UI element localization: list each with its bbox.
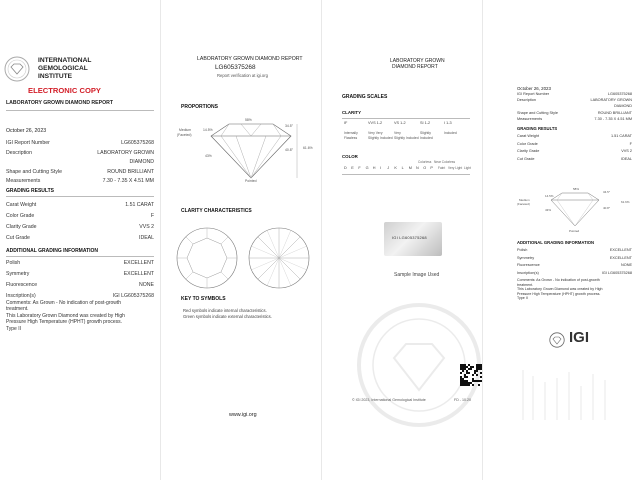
row-value: ROUND BRILLIANT	[597, 110, 632, 115]
qr-module	[472, 366, 474, 368]
row-value: IDEAL	[621, 156, 632, 161]
color-grade-description: Very Light	[448, 166, 463, 170]
info-row	[6, 178, 154, 186]
qr-module	[470, 366, 472, 368]
qr-module	[466, 376, 468, 378]
color-grade-letter: G	[365, 166, 369, 170]
clarity-grade-description: Very	[394, 131, 401, 135]
color-scale-line	[342, 174, 470, 175]
crown-angle: 34.5°	[285, 124, 293, 128]
pavilion-angle: 40.8°	[603, 206, 611, 210]
color-grade-letter: L	[401, 166, 404, 170]
qr-module	[472, 378, 474, 380]
clarity-scale-heading: CLARITY	[342, 110, 362, 115]
qr-module	[470, 382, 472, 384]
clarity-grade-description: Slightly Included	[394, 135, 419, 140]
info-row	[517, 111, 632, 117]
comment-line: Pressure High Temperature (HPHT) growth process.	[517, 291, 601, 296]
table-percent: 58%	[245, 118, 252, 122]
pavilion-angle: 40.8°	[285, 148, 293, 152]
color-grade-letter: I	[380, 166, 382, 170]
table-percent: 58%	[573, 187, 580, 191]
color-grade-letter: M	[408, 166, 412, 170]
row-value: VVS 2	[621, 149, 632, 154]
key-red-symbols: Red symbols indicate internal characteristics.	[183, 308, 267, 313]
color-grade-letter: F	[358, 166, 361, 170]
color-grade-letter: E	[351, 166, 354, 170]
row-value: NONE	[139, 282, 154, 288]
report-panel-summary	[0, 0, 160, 480]
color-grade-description: Faint	[438, 166, 446, 170]
qr-module	[478, 384, 480, 386]
qr-module	[462, 366, 464, 368]
row-value: EXCELLENT	[609, 248, 632, 252]
qr-module	[460, 384, 462, 386]
comment-line: Type II	[517, 296, 528, 301]
total-depth: 61.6%	[621, 200, 630, 204]
additional-grading-heading: ADDITIONAL GRADING INFORMATION	[517, 240, 595, 245]
igi-seal-icon	[549, 332, 565, 348]
qr-module	[464, 374, 466, 376]
row-value: NONE	[621, 263, 632, 268]
qr-module	[476, 364, 478, 366]
qr-module	[460, 368, 462, 370]
comment-line: Type II	[6, 325, 22, 332]
comment-line: This Laboratory Grown Diamond was created by High	[517, 287, 603, 292]
row-label: Description	[6, 149, 32, 156]
row-value: 7.30 - 7.35 X 4.51 MM	[594, 116, 632, 121]
info-row	[517, 271, 632, 277]
qr-module	[478, 364, 480, 366]
girdle-label: Medium	[179, 128, 192, 132]
qr-module	[466, 384, 468, 386]
qr-module	[460, 378, 462, 380]
qr-module	[460, 372, 462, 374]
qr-module	[462, 378, 464, 380]
report-date: October 26, 2023	[517, 86, 551, 91]
qr-module	[462, 370, 464, 372]
row-value: 1.51 CARAT	[610, 134, 632, 138]
row-label: IGI Report Number	[517, 92, 550, 96]
comment-line: Comments: As Grown - No indication of post-growth	[6, 300, 122, 306]
color-grade-letter: J	[387, 166, 390, 170]
qr-module	[460, 376, 462, 378]
info-row	[517, 98, 632, 104]
rotated-report-stub	[519, 368, 615, 422]
crown-height: 14.5%	[203, 128, 213, 132]
row-value: EXCELLENT	[609, 255, 632, 260]
row-value: IDEAL	[139, 235, 154, 241]
qr-module	[460, 366, 462, 368]
info-row	[517, 248, 632, 254]
row-label: Description	[517, 98, 536, 103]
row-value: F	[150, 213, 154, 219]
color-grade-letter: H	[372, 166, 376, 170]
clarity-grade: VS 1-2	[394, 121, 406, 125]
info-row	[517, 92, 632, 98]
qr-module	[466, 372, 468, 374]
divider	[6, 196, 154, 197]
info-row	[517, 157, 632, 163]
girdle-label-faceted: (Faceted)	[177, 133, 192, 137]
clarity-grade: SI 1-2	[420, 121, 431, 125]
info-row	[517, 104, 632, 110]
divider	[6, 256, 154, 257]
row-label: Fluorescence	[517, 263, 540, 268]
color-grade-letter: P	[430, 166, 433, 170]
clarity-grade-description: Slightly	[420, 131, 431, 135]
color-grade-description: Light	[464, 166, 471, 170]
row-label: Clarity Grade	[6, 224, 37, 230]
inscription-text: IGI LG605375268	[392, 235, 427, 240]
qr-module	[466, 370, 468, 372]
clarity-grade-description: Flawless	[344, 135, 358, 140]
row-label: Fluorescence	[6, 282, 38, 288]
row-label: Shape and Cutting Style	[517, 110, 558, 115]
qr-module	[462, 364, 464, 366]
qr-module	[476, 368, 478, 370]
qr-module	[464, 364, 466, 366]
info-row	[517, 149, 632, 155]
info-row	[6, 271, 154, 279]
clarity-scale-line	[342, 118, 470, 119]
row-label: Carat Weight	[517, 134, 540, 138]
info-row	[6, 202, 154, 210]
divider	[6, 110, 154, 111]
sample-image-caption: Sample Image Used	[394, 272, 440, 278]
row-label: Cut Grade	[6, 235, 30, 241]
row-value: IGI LG605375268	[601, 270, 632, 275]
row-value: LG605375268	[121, 140, 154, 146]
additional-grading-heading: ADDITIONAL GRADING INFORMATION	[6, 248, 99, 254]
row-value: 7.30 - 7.35 X 4.51 MM	[102, 178, 154, 184]
clarity-grade-description: Included	[444, 131, 457, 135]
qr-module	[472, 384, 474, 386]
comment-line: treatment.	[6, 306, 29, 313]
info-row	[517, 256, 632, 262]
electronic-copy-label: ELECTRONIC COPY	[28, 86, 101, 95]
row-label: Measurements	[517, 116, 543, 121]
diamond-pavilion-plot	[247, 226, 311, 290]
qr-module	[462, 380, 464, 382]
info-row	[517, 134, 632, 140]
qr-module	[466, 382, 468, 384]
info-row	[6, 159, 154, 167]
culet-label: Pointed	[245, 179, 257, 183]
info-row	[6, 213, 154, 221]
clarity-grade-description: Included	[420, 135, 433, 140]
row-label: Polish	[517, 248, 528, 252]
igi-logo-text: IGI	[569, 329, 590, 346]
clarity-grade-description: Slightly Included	[368, 135, 393, 140]
crown-angle: 34.5°	[603, 190, 611, 194]
row-value: LG605375268	[607, 92, 632, 96]
color-grade-letter: N	[416, 166, 419, 170]
row-value: EXCELLENT	[123, 271, 154, 277]
report-date: October 26, 2023	[6, 128, 47, 134]
info-row	[517, 117, 632, 123]
row-label: Color Grade	[6, 213, 35, 219]
qr-module	[464, 382, 466, 384]
footer-url: www.igi.org	[229, 412, 257, 418]
row-label: Cut Grade	[517, 156, 535, 161]
qr-module	[476, 366, 478, 368]
qr-module	[460, 364, 462, 366]
report-title: LABORATORY GROWN DIAMOND REPORT	[6, 100, 114, 106]
report-number: LG605375268	[215, 64, 256, 71]
igi-seal-icon	[4, 56, 30, 82]
row-value: EXCELLENT	[123, 260, 154, 266]
girdle-label-faceted: (Faceted)	[517, 202, 530, 206]
report-panel-grading-scales	[322, 0, 482, 480]
row-label: Inscription(s)	[517, 270, 539, 275]
qr-module	[464, 380, 466, 382]
qr-module	[476, 374, 478, 376]
comment-line: Comments: As Grown - No indication of post-growth	[517, 278, 600, 282]
report-title: LABORATORY GROWN DIAMOND REPORT	[197, 56, 303, 62]
qr-module	[478, 366, 480, 368]
row-label: IGI Report Number	[6, 140, 50, 146]
qr-module	[466, 380, 468, 382]
row-label: Polish	[6, 260, 21, 266]
pavilion-depth: 43%	[545, 208, 552, 212]
grading-results-heading: GRADING RESULTS	[517, 126, 558, 131]
row-value: F	[629, 141, 632, 146]
qr-module	[468, 372, 470, 374]
grading-scales-heading: GRADING SCALES	[342, 94, 388, 100]
total-depth: 61.6%	[303, 146, 313, 150]
qr-module	[474, 380, 476, 382]
color-grade-letter: D	[344, 166, 347, 170]
copyright-text: © IGI 2023, International Gemological Institute	[352, 398, 426, 402]
row-label: Symmetry	[517, 255, 535, 260]
color-grade-description: Near Colorless	[434, 160, 456, 164]
comment-line: This Laboratory Grown Diamond was created by High	[6, 312, 125, 319]
clarity-grade-description: Internally	[344, 131, 358, 135]
clarity-grade: I 1-3	[444, 121, 452, 125]
info-row	[6, 150, 154, 158]
qr-module	[478, 380, 480, 382]
row-value: LABORATORY GROWN	[590, 98, 632, 103]
qr-module	[468, 368, 470, 370]
info-row	[6, 140, 154, 148]
info-row	[6, 260, 154, 268]
grading-results-heading: GRADING RESULTS	[6, 188, 54, 194]
info-row	[6, 224, 154, 232]
qr-module	[476, 370, 478, 372]
org-name-line2: GEMOLOGICAL	[38, 65, 88, 72]
qr-module	[464, 384, 466, 386]
report-panel-card	[483, 0, 640, 480]
rotated-stub-lines	[519, 368, 615, 422]
qr-module	[470, 368, 472, 370]
color-grade-letter: K	[394, 166, 397, 170]
qr-module	[462, 384, 464, 386]
row-value: IGI LG605375268	[112, 293, 154, 299]
culet-label: Pointed	[569, 229, 580, 233]
pavilion-depth: 43%	[205, 154, 212, 158]
info-row	[6, 169, 154, 177]
clarity-grade-description: Very Very	[368, 131, 383, 135]
info-row	[6, 235, 154, 243]
org-name-line1: INTERNATIONAL	[38, 57, 92, 64]
qr-module	[460, 382, 462, 384]
qr-module	[472, 374, 474, 376]
crown-height: 14.5%	[545, 194, 554, 198]
qr-module	[478, 368, 480, 370]
qr-module	[468, 364, 470, 366]
row-label: Carat Weight	[6, 202, 37, 208]
row-value: DIAMOND	[614, 104, 632, 109]
qr-module	[464, 368, 466, 370]
row-label: Color Grade	[517, 141, 538, 146]
color-grade-letter: O	[423, 166, 427, 170]
qr-module	[462, 368, 464, 370]
proportions-heading: PROPORTIONS	[181, 104, 218, 110]
clarity-grade: VVS 1-2	[368, 121, 383, 125]
report-title-line1: LABORATORY GROWN	[390, 58, 445, 64]
qr-module	[464, 366, 466, 368]
qr-module	[460, 380, 462, 382]
form-code: FD - 10.20	[454, 398, 471, 402]
proportions-diagram	[545, 192, 605, 228]
sample-inscription-image	[384, 222, 442, 256]
qr-module	[464, 376, 466, 378]
qr-code-icon	[460, 364, 482, 386]
diamond-crown-plot	[175, 226, 239, 290]
row-value: DIAMOND	[129, 159, 154, 165]
color-grade-description: Colorless	[418, 160, 432, 164]
row-value: LABORATORY GROWN	[97, 149, 154, 156]
row-label: Measurements	[6, 178, 41, 184]
report-verification-text: Report verification at igi.org	[217, 73, 268, 78]
row-label: Shape and Cutting Style	[6, 168, 62, 175]
qr-module	[474, 372, 476, 374]
row-label: Clarity Grade	[517, 149, 540, 154]
row-value: VVS 2	[139, 224, 154, 230]
row-label: Inscription(s)	[6, 293, 36, 299]
row-label: Symmetry	[6, 271, 30, 277]
clarity-grade: IF	[344, 121, 348, 125]
proportions-diagram	[201, 122, 301, 182]
girdle-label: Medium	[519, 198, 530, 202]
qr-module	[466, 366, 468, 368]
report-title-line2: DIAMOND REPORT	[392, 64, 438, 70]
clarity-characteristics-heading: CLARITY CHARACTERISTICS	[181, 208, 252, 214]
qr-module	[476, 380, 478, 382]
key-green-symbols: Green symbols indicate external characteristics.	[183, 314, 272, 319]
comment-line: treatment.	[517, 282, 534, 287]
org-name-line3: INSTITUTE	[38, 73, 73, 80]
row-value: 1.51 CARAT	[125, 202, 154, 208]
qr-module	[472, 380, 474, 382]
info-row	[517, 263, 632, 269]
key-to-symbols-heading: KEY TO SYMBOLS	[181, 296, 226, 302]
info-row	[6, 282, 154, 290]
report-panel-proportions	[161, 0, 321, 480]
qr-module	[468, 382, 470, 384]
qr-module	[474, 370, 476, 372]
qr-module	[462, 382, 464, 384]
comment-line: Pressure High Temperature (HPHT) growth process.	[6, 319, 123, 326]
qr-module	[468, 384, 470, 386]
row-value: ROUND BRILLIANT	[107, 168, 154, 175]
info-row	[517, 142, 632, 148]
color-scale-heading: COLOR	[342, 154, 358, 159]
